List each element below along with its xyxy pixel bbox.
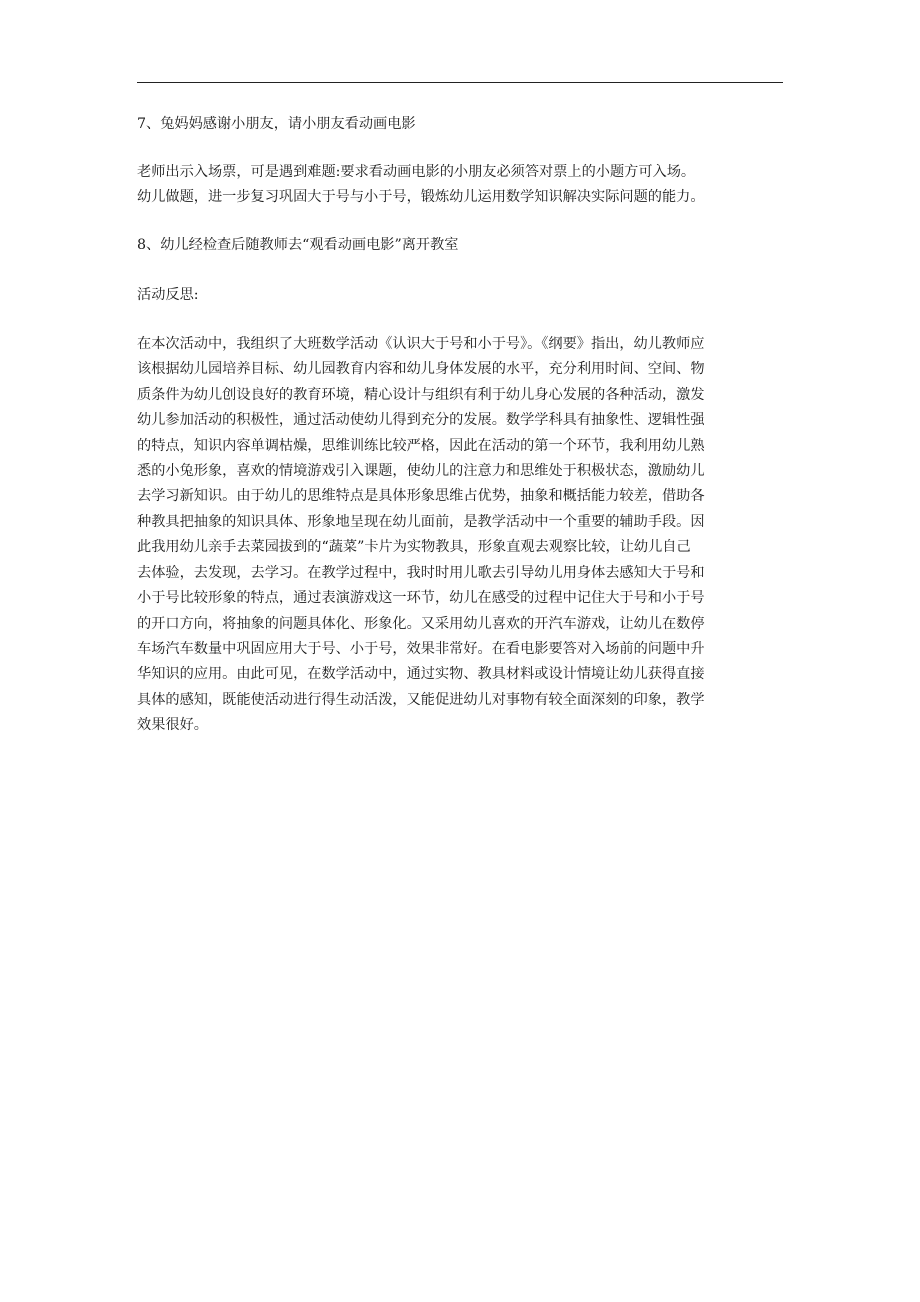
step7-heading: 7、兔妈妈感谢小朋友，请小朋友看动画电影 bbox=[137, 116, 416, 132]
reflection-title: 活动反思: bbox=[137, 286, 199, 303]
reflection-line: 此我用幼儿亲手去菜园拔到的“蔬菜”卡片为实物教具，形象直观去观察比较，让幼儿自己 bbox=[137, 539, 691, 556]
reflection-line: 具体的感知，既能使活动进行得生动活泼，又能促进幼儿对事物有较全面深刻的印象，教学 bbox=[137, 691, 705, 708]
document-body bbox=[137, 112, 785, 739]
reflection-line: 质条件为幼儿创设良好的教育环境，精心设计与组织有利于幼儿身心发展的各种活动，激发 bbox=[137, 386, 705, 403]
reflection-line: 种教具把抽象的知识具体、形象地呈现在幼儿面前，是教学活动中一个重要的辅助手段。因 bbox=[137, 513, 705, 530]
reflection-line: 车场汽车数量中巩固应用大于号、小于号，效果非常好。在看电影要答对入场前的问题中升 bbox=[137, 640, 705, 657]
header-rule bbox=[137, 82, 783, 83]
reflection-line: 在本次活动中，我组织了大班数学活动《认识大于号和小于号》。《纲要》指出，幼儿教师应 bbox=[137, 336, 705, 353]
reflection-line: 华知识的应用。由此可见，在数学活动中，通过实物、教具材料或设计情境让幼儿获得直接 bbox=[137, 666, 705, 683]
reflection-line: 去学习新知识。由于幼儿的思维特点是具体形象思维占优势，抽象和概括能力较差，借助各 bbox=[137, 488, 705, 505]
reflection-line: 的特点，知识内容单调枯燥，思维训练比较严格，因此在活动的第一个环节，我利用幼儿熟 bbox=[137, 437, 705, 454]
reflection-line: 小于号比较形象的特点，通过表演游戏这一环节，幼儿在感受的过程中记住大于号和小于号 bbox=[137, 590, 705, 607]
reflection-line: 的开口方向，将抽象的问题具体化、形象化。又采用幼儿喜欢的开汽车游戏，让幼儿在数停 bbox=[137, 615, 705, 632]
reflection-line: 该根据幼儿园培养目标、幼儿园教育内容和幼儿身体发展的水平，充分利用时间、空间、物 bbox=[137, 361, 705, 378]
reflection-line: 幼儿参加活动的积极性，通过活动使幼儿得到充分的发展。数学学科具有抽象性、逻辑性强 bbox=[137, 412, 705, 429]
reflection-line: 去体验，去发现，去学习。在教学过程中，我时时用儿歌去引导幼儿用身体去感知大于号和 bbox=[137, 564, 705, 581]
step7-line-2: 幼儿做题，进一步复习巩固大于号与小于号，锻炼幼儿运用数学知识解决实际问题的能力。 bbox=[137, 189, 705, 206]
reflection-line: 悉的小兔形象，喜欢的情境游戏引入课题，使幼儿的注意力和思维处于积极状态，激励幼儿 bbox=[137, 463, 705, 480]
step8-heading: 8、幼儿经检查后随教师去“观看动画电影”离开教室 bbox=[137, 237, 459, 254]
reflection-line: 效果很好。 bbox=[137, 717, 208, 734]
step7-line-1: 老师出示入场票，可是遇到难题:要求看动画电影的小朋友必须答对票上的小题方可入场。 bbox=[137, 163, 696, 180]
